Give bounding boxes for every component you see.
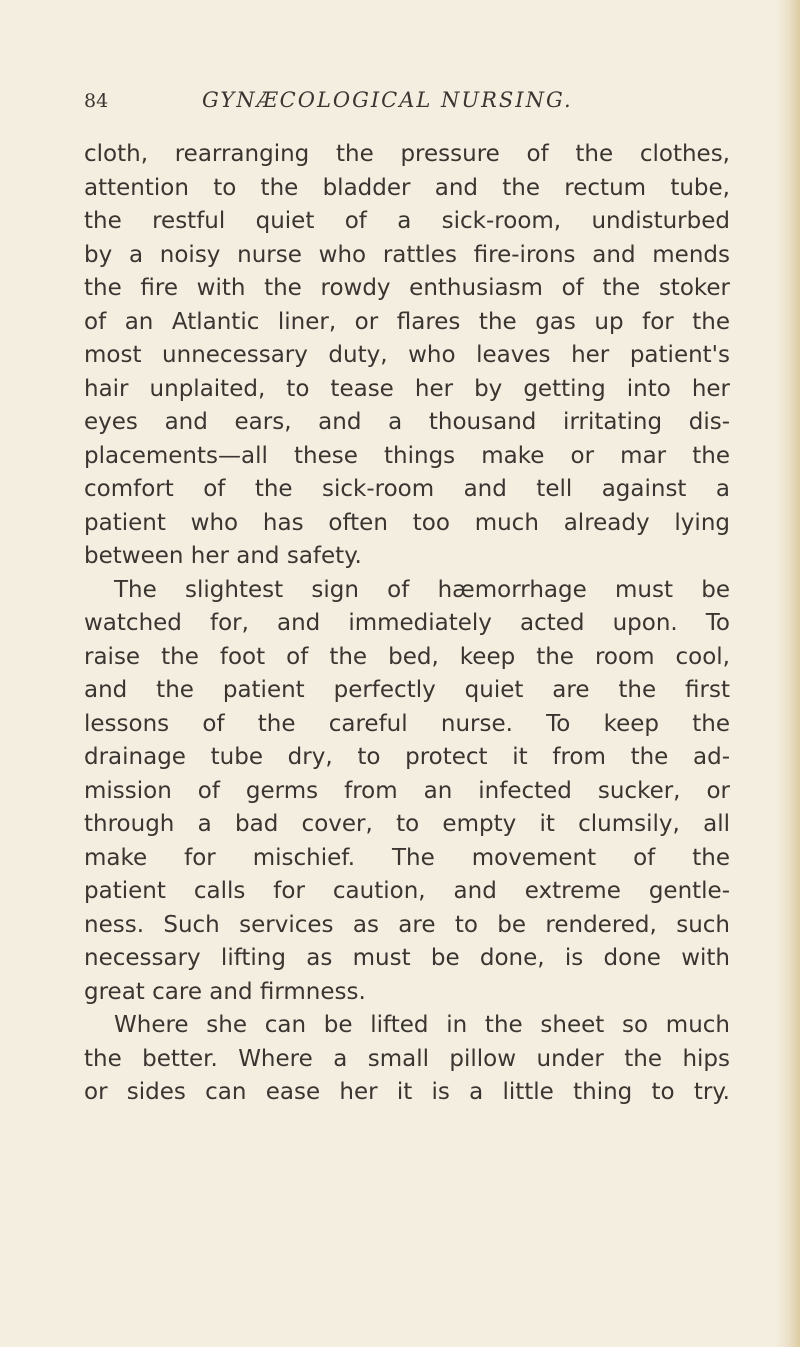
- text-line: The slightest sign of hæmorrhage must be: [114, 576, 730, 603]
- text-line: raise the foot of the bed, keep the room cool,: [84, 643, 730, 670]
- text-line: the restful quiet of a sick-room, undisturbed: [84, 208, 730, 234]
- text-line: and the patient perfectly quiet are the first: [84, 677, 730, 703]
- text-line: cloth, rearranging the pressure of the clothes,: [84, 141, 730, 167]
- text-line: between her and safety.: [84, 543, 362, 569]
- text-line: by a noisy nurse who rattles fire-irons and mends: [84, 241, 730, 268]
- text-line: or sides can ease her it is a little thing to try.: [84, 1079, 730, 1105]
- text-line: through a bad cover, to empty it clumsily, all: [84, 811, 730, 837]
- text-line: eyes and ears, and a thousand irritating dis-: [84, 409, 730, 435]
- text-line: the better. Where a small pillow under the hips: [84, 1045, 730, 1072]
- text-line: hair unplaited, to tease her by getting into her: [84, 375, 730, 402]
- page-number: 84: [84, 90, 109, 112]
- text-line: make for mischief. The movement of the: [84, 844, 730, 871]
- text-line: ness. Such services as are to be rendered, such: [84, 911, 730, 938]
- text-line: necessary lifting as must be done, is done with: [84, 945, 730, 971]
- body-text: [84, 138, 730, 1110]
- text-line: great care and firmness.: [84, 978, 366, 1005]
- text-line: lessons of the careful nurse. To keep the: [84, 710, 730, 737]
- text-line: patient who has often too much already lying: [84, 509, 730, 536]
- text-line: comfort of the sick-room and tell against a: [84, 476, 730, 502]
- text-line: most unnecessary duty, who leaves her patient's: [84, 342, 730, 368]
- text-line: placements—all these things make or mar the: [84, 442, 730, 469]
- text-line: Where she can be lifted in the sheet so much: [114, 1012, 730, 1038]
- running-head: GYNÆCOLOGICAL NURSING.: [202, 88, 573, 112]
- text-line: watched for, and immediately acted upon. To: [84, 610, 730, 636]
- text-line: attention to the bladder and the rectum tube,: [84, 174, 730, 201]
- text-line: mission of germs from an infected sucker, or: [84, 777, 730, 804]
- text-line: the fire with the rowdy enthusiasm of the stoker: [84, 275, 730, 301]
- text-line: of an Atlantic liner, or flares the gas up for the: [84, 308, 730, 335]
- text-line: drainage tube dry, to protect it from the ad-: [84, 744, 730, 770]
- text-line: patient calls for caution, and extreme gentle-: [84, 878, 730, 904]
- page-header: [84, 90, 724, 120]
- page-edge-shadow: [776, 0, 800, 1347]
